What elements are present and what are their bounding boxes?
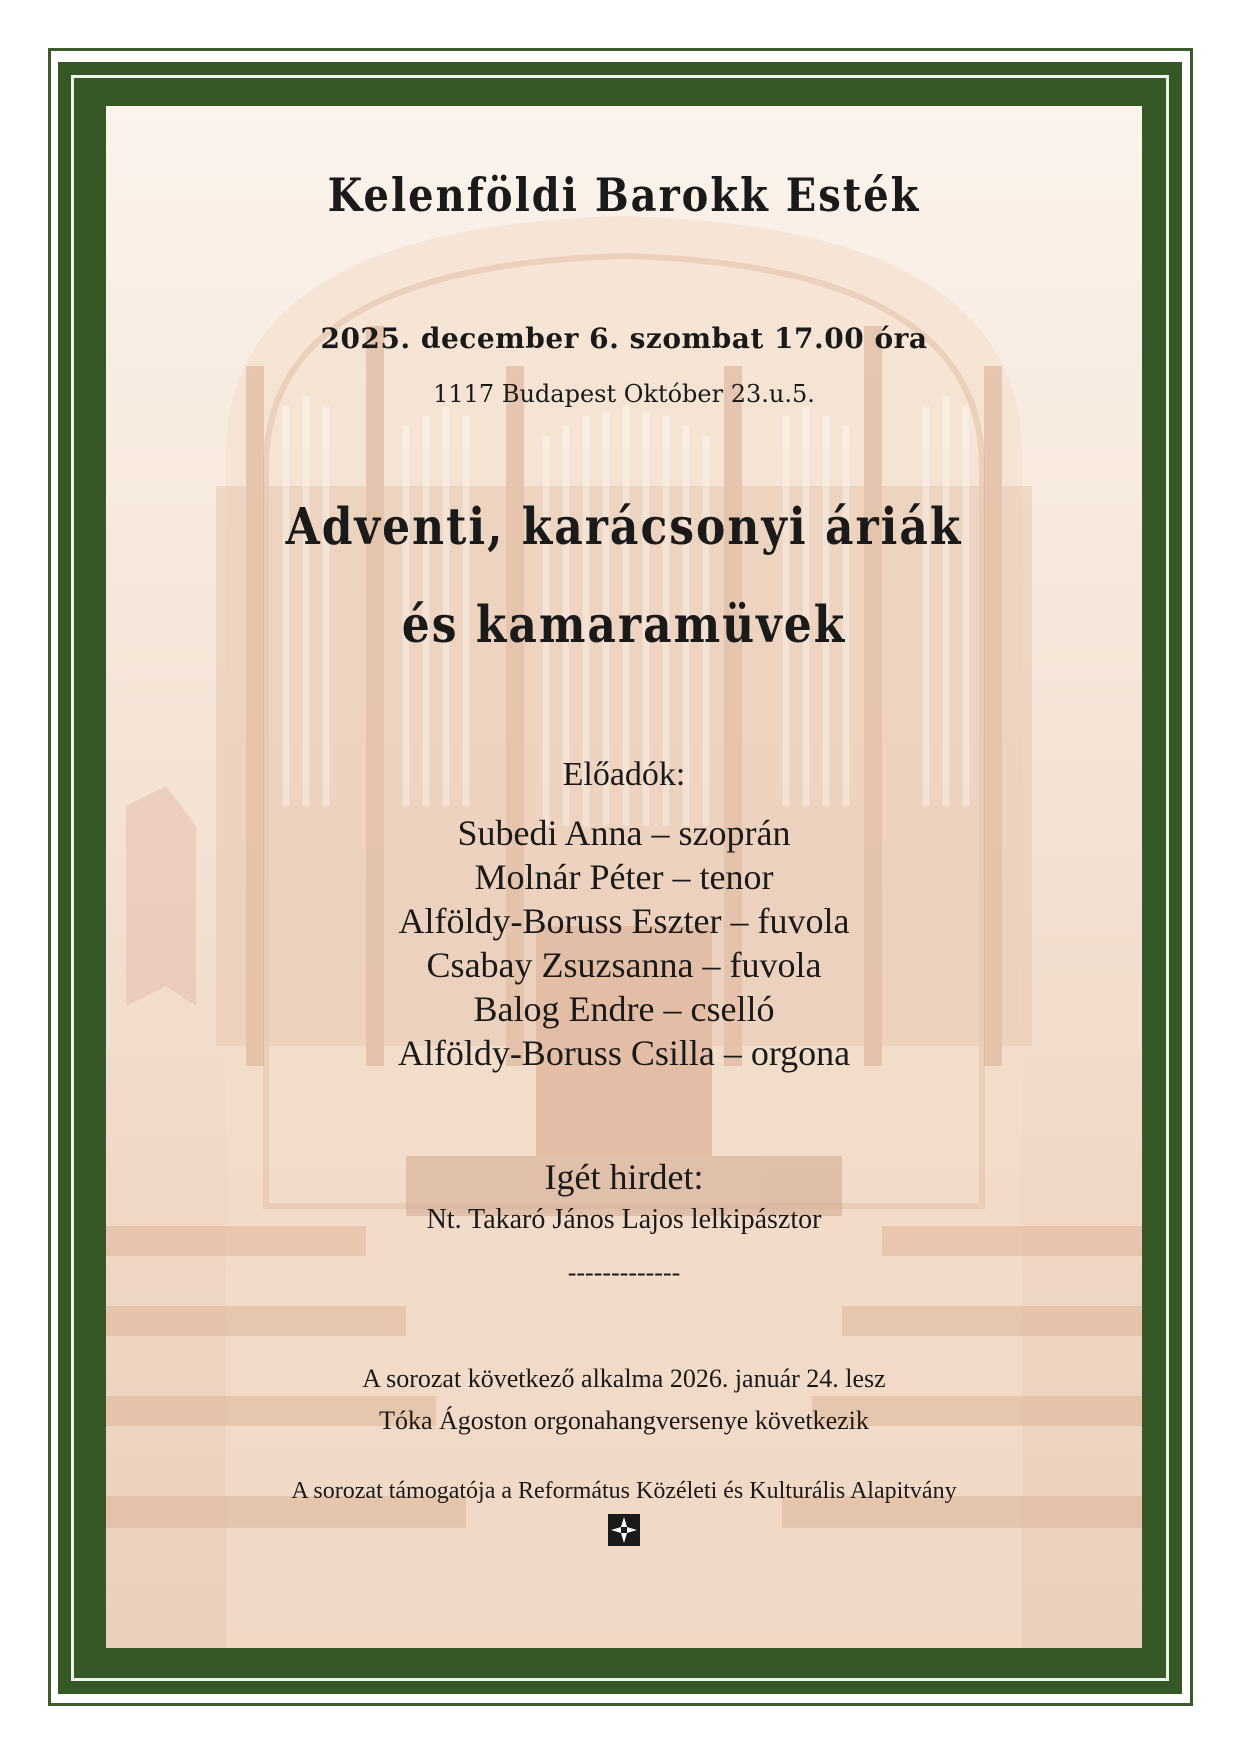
performer-item: Alföldy-Boruss Eszter – fuvola <box>398 901 850 941</box>
performer-item: Alföldy-Boruss Csilla – orgona <box>397 1033 851 1073</box>
foundation-logo-icon <box>608 1514 640 1546</box>
divider-line: ------------- <box>567 1258 681 1287</box>
performer-item: Csabay Zsuzsanna – fuvola <box>426 945 822 985</box>
poster-page <box>106 106 1142 1648</box>
event-title-line-2: és kamaramüvek <box>401 596 847 655</box>
event-date: 2025. december 6. szombat 17.00 óra <box>320 322 928 355</box>
performer-item: Molnár Péter – tenor <box>474 857 774 897</box>
performer-item: Subedi Anna – szoprán <box>457 813 791 853</box>
next-event-line-1: A sorozat következő alkalma 2026. január 24. lesz <box>362 1364 886 1393</box>
event-address: 1117 Budapest Október 23.u.5. <box>433 380 815 408</box>
event-title-line-1: Adventi, karácsonyi áriák <box>285 498 963 557</box>
poster-content <box>106 106 1142 1648</box>
performer-item: Balog Endre – cselló <box>473 989 775 1029</box>
preacher-name: Nt. Takaró János Lajos lelkipásztor <box>426 1204 822 1235</box>
sponsor-line: A sorozat támogatója a Református Közéleti és Kulturális Alapitvány <box>291 1478 957 1504</box>
series-title: Kelenföldi Barokk Esték <box>327 168 921 223</box>
preaching-heading: Igét hirdet: <box>544 1157 704 1197</box>
next-event-line-2: Tóka Ágoston orgonahangversenye következik <box>379 1406 869 1435</box>
performers-heading: Előadók: <box>562 756 686 793</box>
